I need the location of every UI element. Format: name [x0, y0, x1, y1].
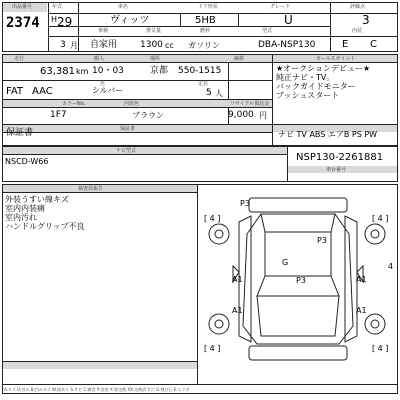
location-value: 京都	[150, 66, 169, 76]
recycle-unit: 円	[259, 111, 267, 120]
lot-number: 2374	[6, 15, 40, 31]
notes-label: セールスポイント	[316, 56, 356, 62]
damage-a1-lower-right: A1	[356, 306, 367, 315]
damage-p3-rear: P3	[240, 199, 250, 208]
model-code: DBA-NSP130	[258, 40, 316, 50]
damage-4-tr: [ 4 ]	[372, 214, 389, 223]
color-no-label: カラーNo.	[62, 101, 86, 107]
sales-notes	[276, 64, 370, 100]
damage-g: G	[282, 258, 289, 267]
model-label: 型式	[262, 28, 273, 34]
warranty-value: 保証書	[6, 128, 34, 138]
inspection-item: 室内内装痛	[5, 204, 45, 213]
mileage-value: 63,381	[40, 66, 75, 77]
score-label: 評価点	[350, 4, 366, 10]
shaken-label: 車検	[98, 28, 109, 34]
damage-4-mid-right: 4	[388, 262, 394, 271]
note-line: 純正ナビ・TV。	[276, 73, 335, 82]
capacity-label: 定員	[198, 81, 209, 87]
door-label: ドア形状	[198, 4, 218, 10]
score-value: 3	[362, 13, 370, 27]
shift-value: FAT	[6, 86, 24, 97]
year-label: 年式	[52, 4, 63, 10]
color-no-value: 1F7	[50, 110, 67, 120]
tire-icon	[209, 224, 229, 244]
recycle-label: リサイクル預託金	[230, 101, 270, 107]
displacement-label: 排気量	[146, 28, 162, 34]
note-line: プッシュスタート	[276, 91, 340, 100]
grade-label: グレード	[270, 4, 291, 10]
mileage-label: 走行	[14, 56, 25, 62]
displacement-unit: cc	[165, 41, 174, 50]
grade-value: U	[284, 13, 293, 27]
arrival-value: 10・03	[92, 66, 124, 76]
door-type: 5HB	[195, 15, 216, 26]
recycle-value: 9,000	[228, 110, 254, 120]
nav-label: ナビ型式	[116, 148, 137, 154]
damage-legend: A:キズ U:凹み B:凹みキズ W:波あり S:サビ C:腐食 P:塗装 X:要交換 XX:交換済 Y:穴 G:飛び石 E:エクボ	[4, 387, 190, 392]
displacement-value: 1300	[140, 40, 163, 50]
damage-4-bl: [ 4 ]	[204, 344, 221, 353]
use-type: 自家用	[90, 40, 118, 50]
inspection-item: 外装うすい線キズ	[5, 195, 69, 204]
year-value: 29	[57, 15, 73, 29]
damage-a1-left: A1	[232, 275, 243, 284]
value-label: 価格	[234, 56, 245, 62]
fuel-label: 燃料	[200, 28, 211, 34]
inspection-item: ハンドルグリップ不良	[5, 222, 85, 231]
inspection-list	[5, 195, 85, 231]
interior-label: 内装	[352, 28, 363, 34]
damage-a1-right: A1	[356, 275, 367, 284]
damage-p3-roof: P3	[317, 236, 327, 245]
interior-color-label: 内装色	[124, 101, 140, 107]
car-name: ヴィッツ	[110, 15, 150, 26]
location-label: 場所	[150, 56, 161, 62]
capacity-unit: 人	[215, 89, 223, 98]
tire-icon	[209, 314, 229, 334]
shaken-unit: 月	[70, 41, 78, 50]
fuel-value: ガソリン	[188, 41, 220, 50]
damage-4-tl: [ 4 ]	[204, 214, 221, 223]
inspection-item: 室内汚れ	[5, 213, 37, 222]
shaken-month: 3	[60, 40, 66, 50]
note-line: バックガイドモニター	[276, 82, 356, 91]
color-value: シルバー	[92, 86, 124, 95]
chassis-number: NSP130-2261881	[296, 152, 384, 163]
car-name-label: 車名	[118, 4, 129, 10]
damage-4-br: [ 4 ]	[372, 344, 389, 353]
nav-model: NSCD-W66	[5, 157, 49, 166]
note-line: ★オークションデビュー★	[276, 64, 371, 73]
era-mark: H	[51, 15, 58, 24]
tire-icon	[365, 314, 385, 334]
lot-label: 出品番号	[12, 4, 33, 10]
interior-grade: E	[342, 39, 349, 50]
exterior-grade: C	[370, 39, 377, 50]
warranty-label: 保証書	[120, 126, 136, 132]
capacity-value: 5	[206, 88, 212, 98]
aac-value: AAC	[32, 86, 53, 97]
mileage-unit: km	[76, 67, 89, 76]
equipment-list: ナビ TV ABS エアB PS PW	[278, 130, 378, 139]
chassis-label: 車台番号	[326, 167, 347, 173]
arrival-label: 搬入	[94, 56, 105, 62]
damage-p3-bonnet: P3	[296, 276, 306, 285]
inspection-label: 検査員報告	[78, 186, 104, 192]
color-label: 色	[100, 81, 106, 87]
damage-a1-lower-left: A1	[232, 306, 243, 315]
tire-icon	[365, 224, 385, 244]
interior-color-value: ブラウン	[132, 111, 164, 120]
location-code: 550‑1515	[178, 66, 222, 76]
